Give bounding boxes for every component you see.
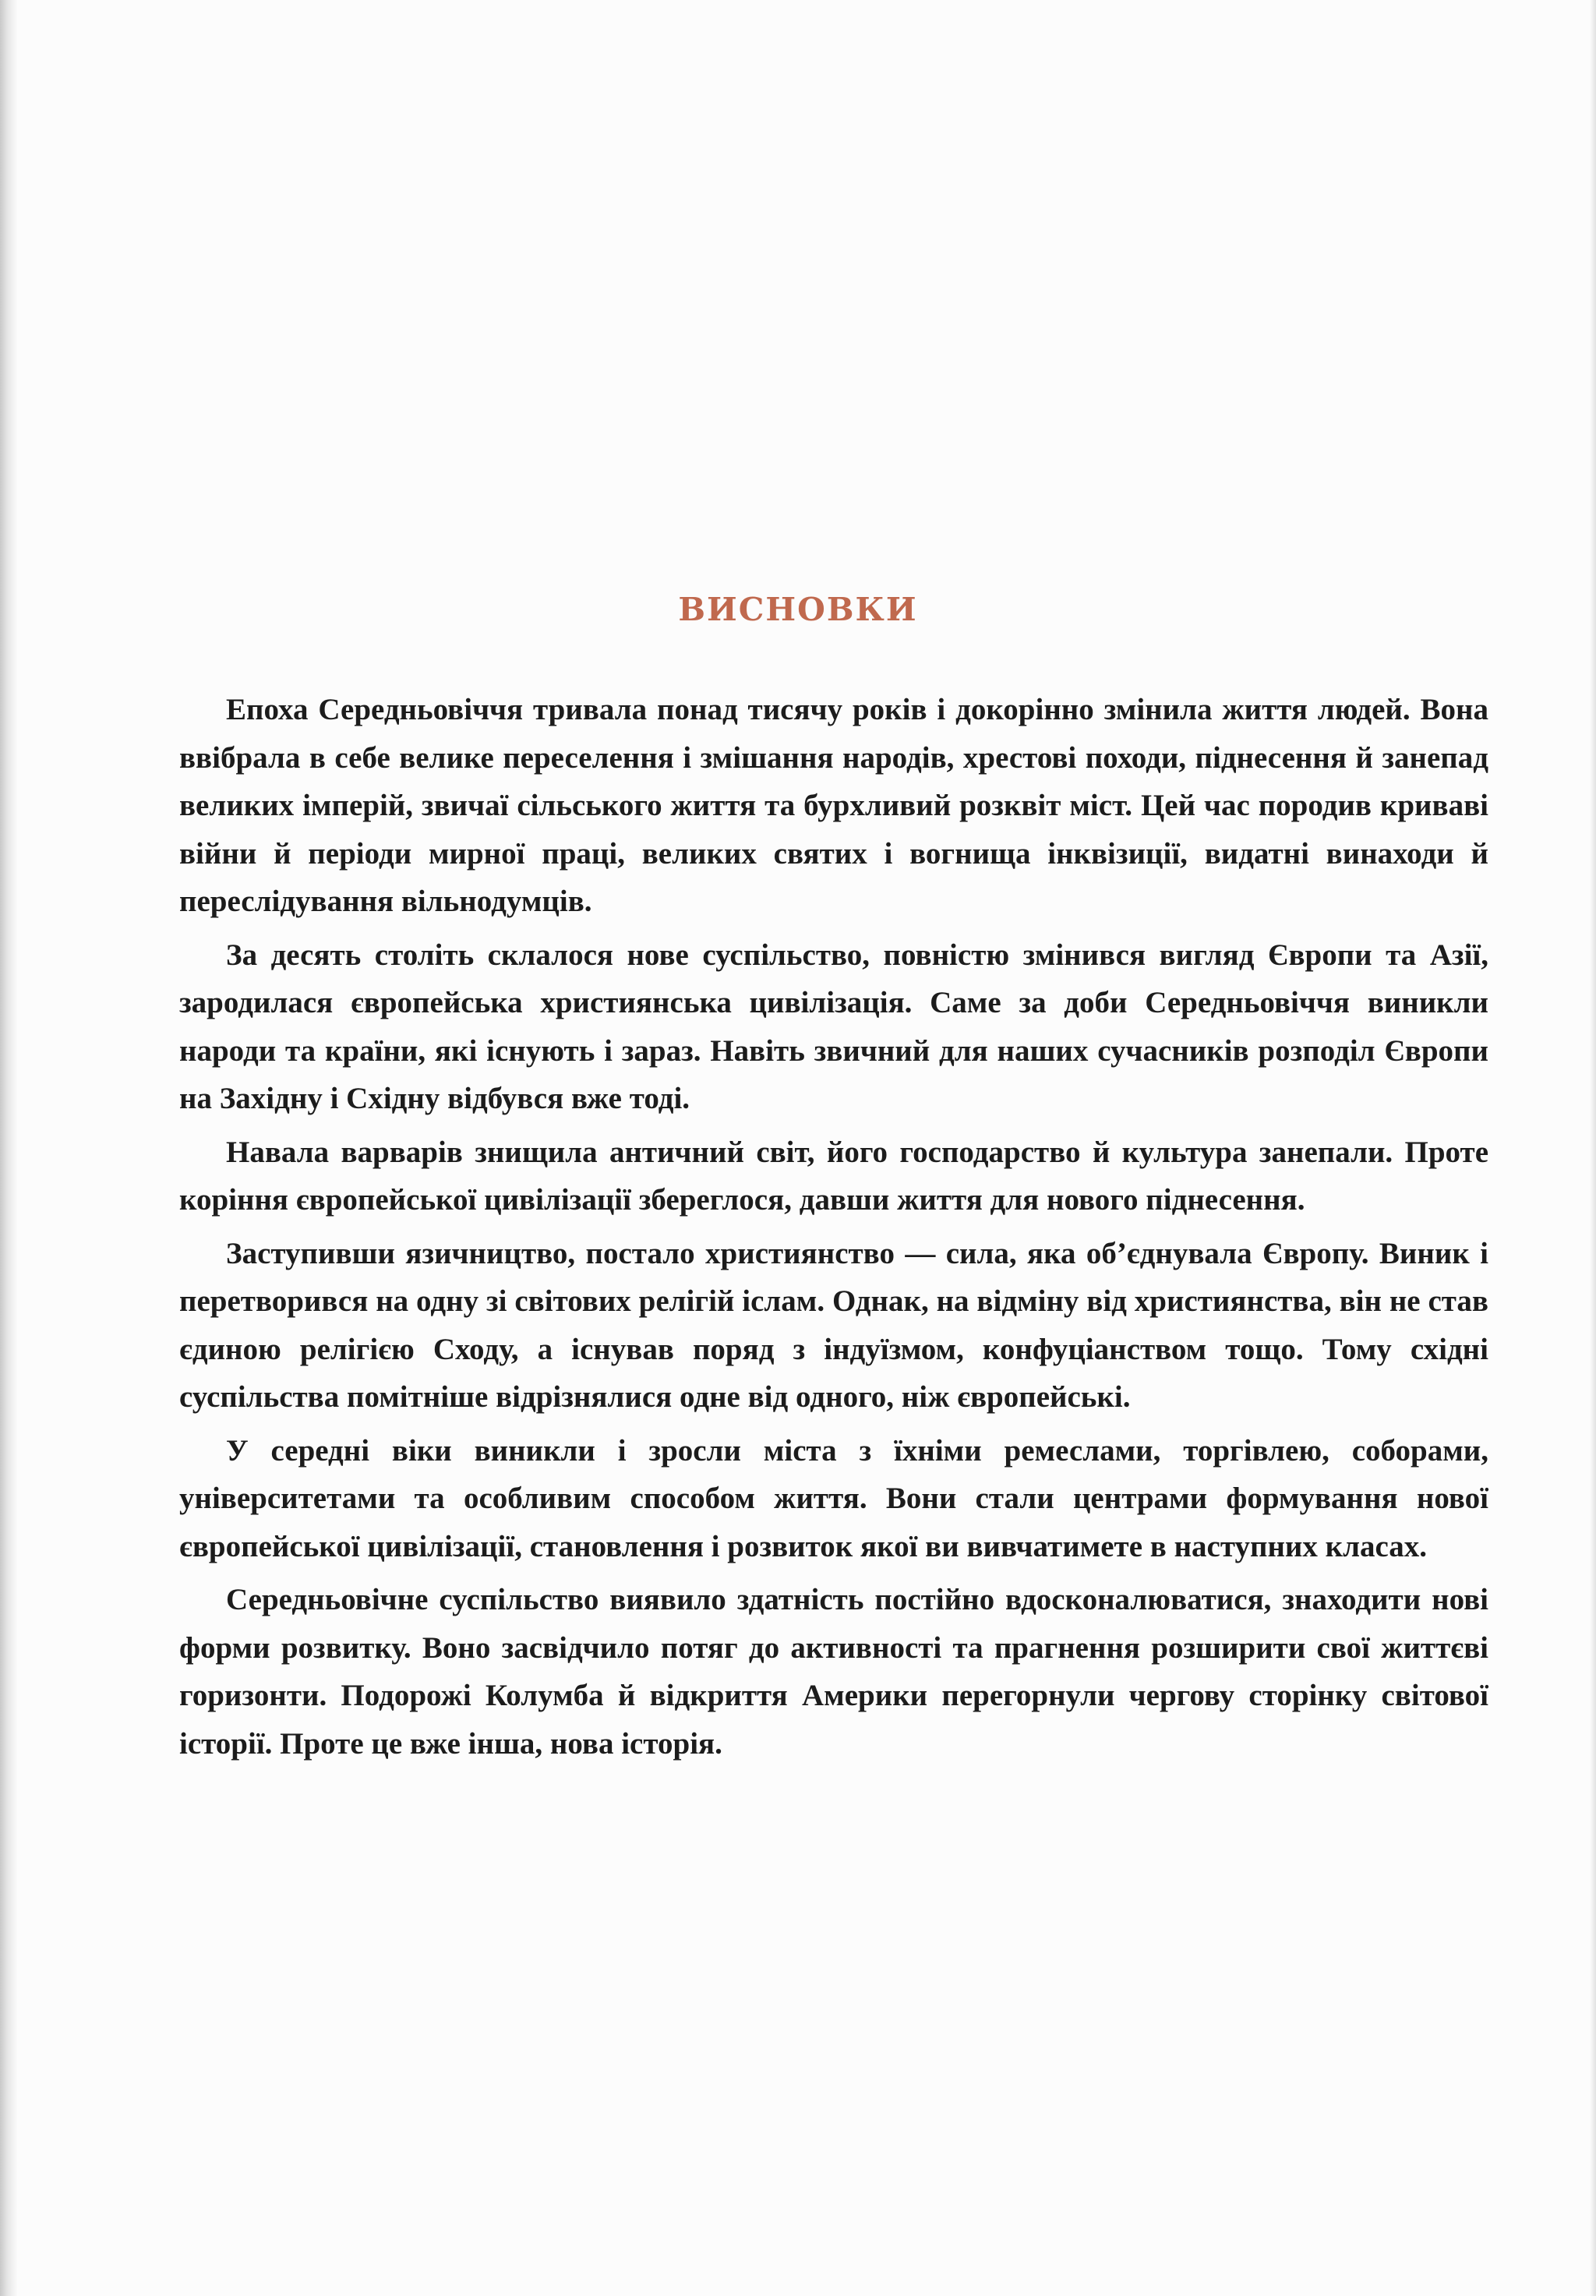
- paragraph: Заступивши язичництво, постало християнство — сила, яка об’єднувала Європу. Виник і перетворився на одну зі світових релігій іслам. Однак, на відміну від християнства, він не став єдиною релігією Сходу, а існував поряд з індуїзмом, конфуціанством тощо. Тому східні суспільства помітніше відрізнялися одне від одного, ніж європейські.: [179, 1236, 1488, 1414]
- binding-shadow: [0, 0, 17, 2296]
- paragraph: У середні віки виникли і зросли міста з їхніми ремеслами, торгівлею, соборами, університетами та особливим способом життя. Вони стали центрами формування нової європейської цивілізації, становлення і розвиток якої ви вивчатимете в наступних класах.: [179, 1433, 1488, 1563]
- section-heading: ВИСНОВКИ: [678, 591, 918, 628]
- paragraph: Середньовічне суспільство виявило здатність постійно вдосконалюватися, знаходити нові форми розвитку. Воно засвідчило потяг до активності та прагнення розширити свої життєві горизонти. Подорожі Колумба й відкриття Америки перегорнули чергову сторінку світової історії. Проте це вже інша, нова історія.: [179, 1583, 1488, 1761]
- paragraph: За десять століть склалося нове суспільство, повністю змінився вигляд Європи та Азії, зародилася європейська християнська цивілізація. Саме за доби Середньовіччя виникли народи та країни, які існують і зараз. Навіть звичний для наших сучасників розподіл Європи на Західну і Східну відбувся вже тоді.: [179, 938, 1488, 1115]
- page-edge: [1590, 0, 1596, 2296]
- conclusions-text: [179, 686, 1488, 1773]
- paragraph: Навала варварів знищила античний світ, його господарство й культура занепали. Проте коріння європейської цивілізації збереглося, давши життя для нового піднесення.: [179, 1135, 1488, 1217]
- paragraph: Епоха Середньовіччя тривала понад тисячу років і докорінно змінила життя людей. Вона ввібрала в себе велике переселення і змішання народів, хрестові походи, піднесення й занепад великих імперій, звичаї сільського життя та бурхливий розквіт міст. Цей час породив криваві війни й періоди мирної праці, великих святих і вогнища інквізиції, видатні винаходи й переслідування вільнодумців.: [179, 693, 1488, 918]
